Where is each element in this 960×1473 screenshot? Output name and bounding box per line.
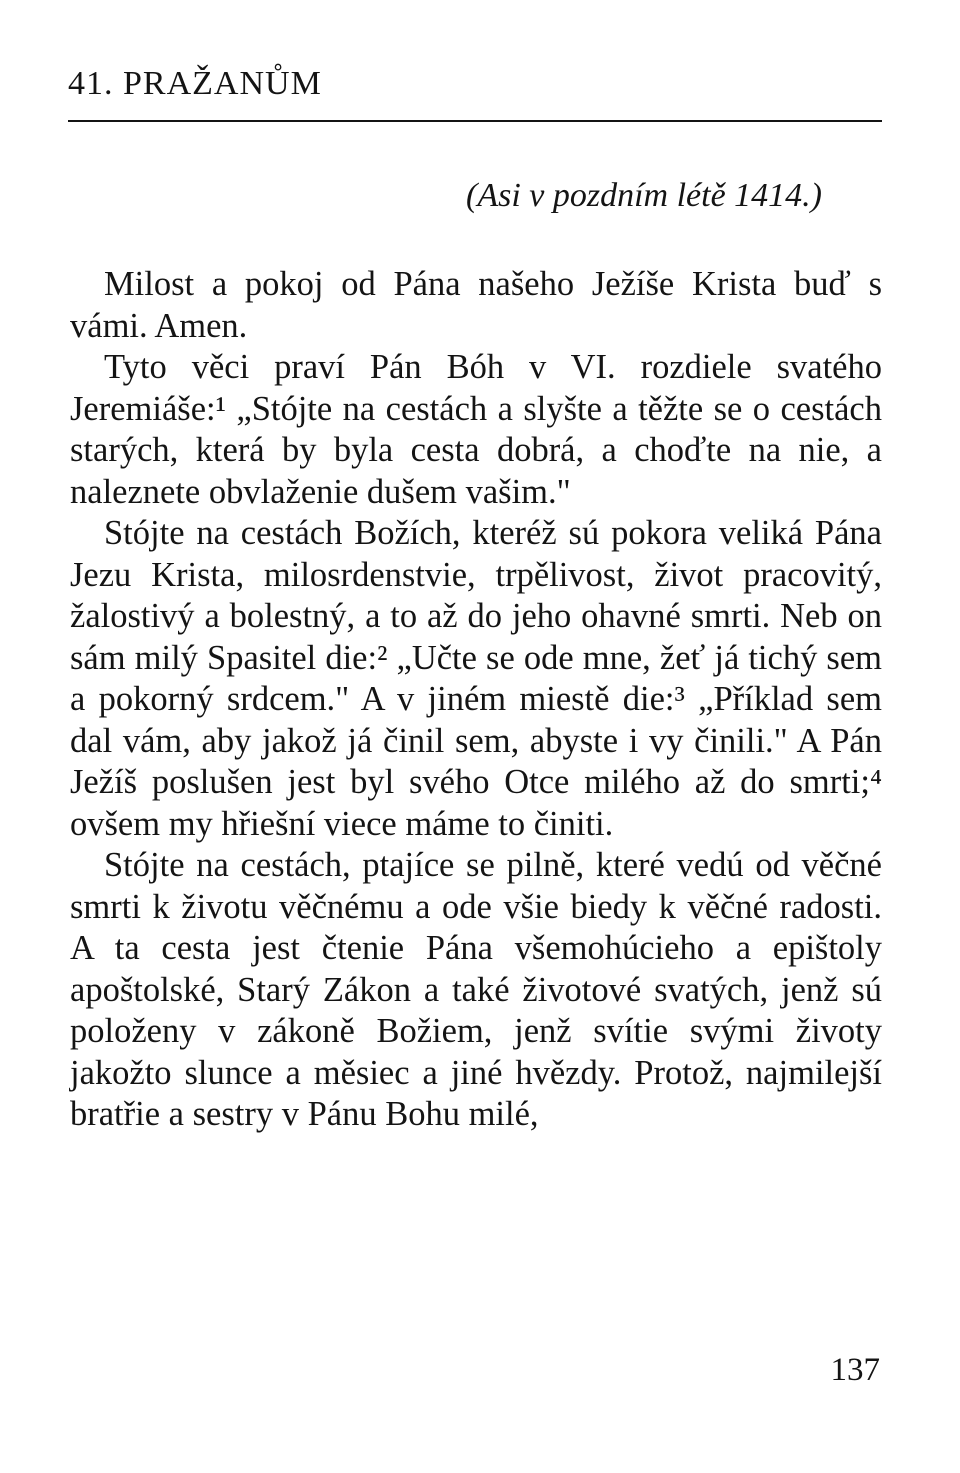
page-number: 137	[830, 1352, 880, 1388]
header-rule	[68, 120, 882, 122]
paragraph: Milost a pokoj od Pána našeho Ježíše Krista buď s vámi. Amen.	[70, 265, 882, 345]
paragraph: Tyto věci praví Pán Bóh v VI. rozdiele svatého Jeremiáše:¹ „Stójte na cestách a slyšte a těžte se o cestách starých, která by byla cesta dobrá, a choďte na nie, a naleznete obvlaženie dušem vašim."	[70, 348, 882, 511]
running-head: 41. PRAŽANŮM	[68, 65, 322, 102]
body-text	[70, 264, 882, 1136]
date-line: (Asi v pozdním létě 1414.)	[466, 177, 822, 214]
paragraph: Stójte na cestách, ptajíce se pilně, které vedú od věčné smrti k životu věčnému a ode všie biedy k věčné radosti. A ta cesta jest čtenie Pána všemohúcieho a epištoly apoštolské, Starý Zákon a také životové svatých, jenž sú položeny v zákoně Božiem, jenž svítie svými životy jakožto slunce a měsiec a jiné hvězdy. Protož, najmilejší bratřie a sestry v Pánu Bohu milé,	[70, 846, 882, 1133]
paragraph: Stójte na cestách Božích, kteréž sú pokora veliká Pána Jezu Krista, milosrdenstvie, trpělivost, život pracovitý, žalostivý a bolestný, a to až do jeho ohavné smrti. Neb on sám milý Spasitel die:² „Učte se ode mne, žeť já tichý sem a pokorný srdcem." A v jiném miestě die:³ „Příklad sem dal vám, aby jakož já činil sem, abyste i vy činili." A Pán Ježíš poslušen jest byl svého Otce milého až do smrti;⁴ ovšem my hřiešní viece máme to činiti.	[70, 514, 882, 843]
